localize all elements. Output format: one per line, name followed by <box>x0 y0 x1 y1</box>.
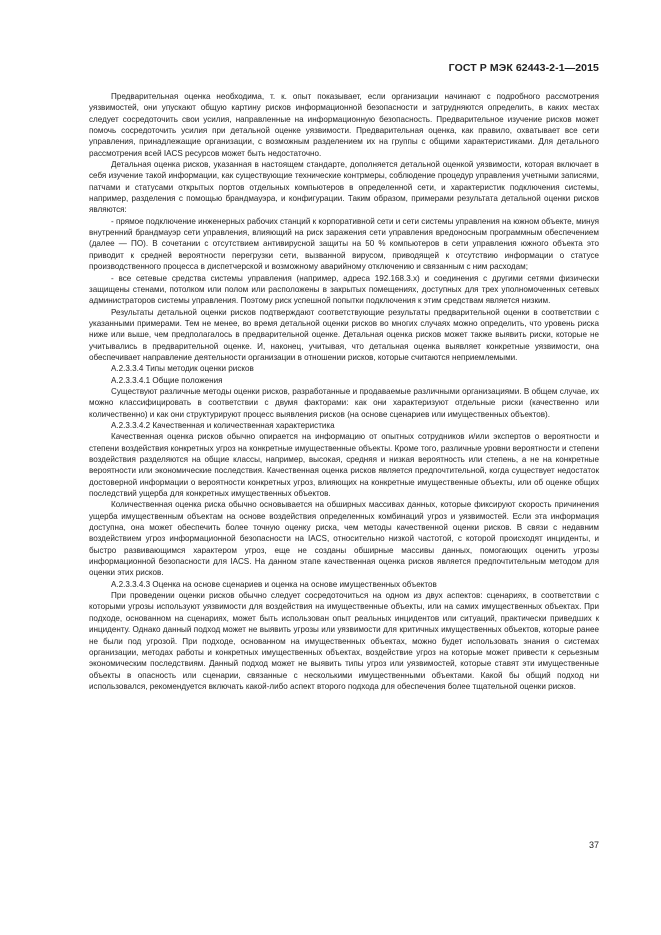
paragraph: Предварительная оценка необходима, т. к. опыт показывает, если организации начинают с подробного рассмотрения уязвимостей, они упускают общую картину рисков информационной безопасности и затрудняются определить, в каких местах следует сосредоточить свои усилия, направленные на информационную безопасность. Предварительное изучение рисков может помочь сосредоточить усилия при детальной оценке уязвимости. Предварительная оценка, как правило, охватывает все сети управления, принадлежащие организации, с возможным разделением их на группы с общими характеристиками. Для детального рассмотрения всей IACS ресурсов может быть недостаточно. <box>89 92 599 158</box>
section-heading: А.2.3.3.4.1 Общие положения <box>111 375 223 385</box>
paragraph: Качественная оценка рисков обычно опирается на информацию от опытных сотрудников и/или экспертов о вероятности и степени воздействия конкретных угроз на конкретные имущественные объекты. Кроме того, различные уровни вероятности и степени воздействия разделяются на общие классы, например, высокая, средняя и низкая вероятность или степень, а не на конкретные вероятности или экономические последствия. Качественная оценка рисков является предпочтительной, когда существует недостаток достоверной информации о вероятности конкретных угроз, влияющих на конкретные имущественные объекты, или об оценке общих последствий ущерба для конкретных имущественных объектов. <box>89 432 599 499</box>
paragraph: - все сетевые средства системы управления (например, адреса 192.168.3.x) и соединения с другими сетями физически защищены стенами, потолком или полом или расположены в закрытых помещениях, доступных для трех уполномоченных сетевых администраторов системы управления. Поэтому риск успешной попытки подключения к этим средствам является низким. <box>89 273 599 306</box>
standard-header: ГОСТ Р МЭК 62443-2-1—2015 <box>448 62 599 74</box>
document-body <box>89 91 599 692</box>
paragraph: Количественная оценка риска обычно основывается на обширных массивах данных, которые фиксируют скорость причинения ущерба имущественным объектам на основе воздействия определенных комбинаций угроз и уязвимостей. Если эта информация доступна, она может обеспечить более точную оценку риска, чем методы качественной оценки рисков. В связи с недавним воздействием угроз информационной безопасности на IACS, относительно низкой частотой, с которой происходят инциденты, и быстро развивающимся характером угроз, еще не созданы обширные массивы данных, помогающих оценить угрозы информационной безопасности для IACS. На данном этапе качественная оценка рисков является предпочтительным методом для оценки этих рисков. <box>89 500 599 578</box>
paragraph: - прямое подключение инженерных рабочих станций к корпоративной сети и сети системы управления на южном объекте, минуя внутренний брандмауэр сети управления, влияющий на риск заражения сети управления вредоносным программным обеспечением (далее — ПО). В сочетании с отсутствием антивирусной защиты на 50 % компьютеров в сети управления южного объекта это приводит к средней вероятности перегрузки сети, вызванной вирусом, приводящей к отсутствию информации о статусе производственного процесса в диспетчерской и возможному аварийному отключению и связанным с ним расходам; <box>89 216 599 272</box>
section-heading: А.2.3.3.4.2 Качественная и количественная характеристика <box>111 420 335 430</box>
paragraph: Результаты детальной оценки рисков подтверждают соответствующие результаты предварительной оценки в соответствии с указанными примерами. Тем не менее, во время детальной оценки рисков во многих случаях можно определить, что уровень риска ниже или выше, чем предполагалось в предварительной оценке. Детальная оценка рисков может также выявить риски, которые не учитывались в предварительной оценке. И, наконец, учитывая, что детальная оценка выявляет конкретные уязвимости, она обеспечивает направление деятельности организации в отношении рисков, которые считаются неприемлемыми. <box>89 307 599 362</box>
paragraph: Существуют различные методы оценки рисков, разработанные и продаваемые различными организациями. В общем случае, их можно классифицировать в соответствии с двумя факторами: как они характеризуют отдельные риски (качественно или количественно) и как они структурируют процесс выявления рисков (на основе сценариев или имущественных объектов). <box>89 386 599 419</box>
paragraph: При проведении оценки рисков обычно следует сосредоточиться на одном из двух аспектов: сценариях, в соответствии с которыми угрозы используют уязвимости для воздействия на имущественные объекты, или на самих имущественных объектах. При подходе, основанном на сценариях, может быть использован опыт реальных инцидентов или ситуаций, практически приведших к инциденту. Однако данный подход может не выявить угрозы или уязвимости для критичных имущественных объектов, которые ранее не были под угрозой. При подходе, основанном на имущественных объектах, можно будет использовать знания о системах организации, методах работы и конкретных имущественных объектах, воздействие угроз на которые может привести к серьезным экономическим последствиям. Данный подход может не выявить типы угроз или уязвимостей, которые ставят эти имущественные объекты в опасность или сценарии, связанные с несколькими имущественными объектами. Какой бы общий подход ни использовался, рекомендуется включать какой-либо аспект второго подхода для обеспечения более тщательной оценки рисков. <box>89 591 599 691</box>
paragraph: Детальная оценка рисков, указанная в настоящем стандарте, дополняется детальной оценкой уязвимости, которая включает в себя изучение такой информации, как существующие технические контрмеры, соблюдение процедур управления учетными записями, патчами и статусами открытых портов отдельных компьютеров в определенной сети, и характеристик подключения системы, например, разделения с помощью брандмауэра, и конфигурации. Таким образом, примерами результата детальной оценки рисков являются: <box>89 160 599 215</box>
section-heading: А.2.3.3.4 Типы методик оценки рисков <box>111 364 254 374</box>
section-heading: А.2.3.3.4.3 Оценка на основе сценариев и оценка на основе имущественных объектов <box>111 579 437 589</box>
page-number: 37 <box>588 840 599 850</box>
